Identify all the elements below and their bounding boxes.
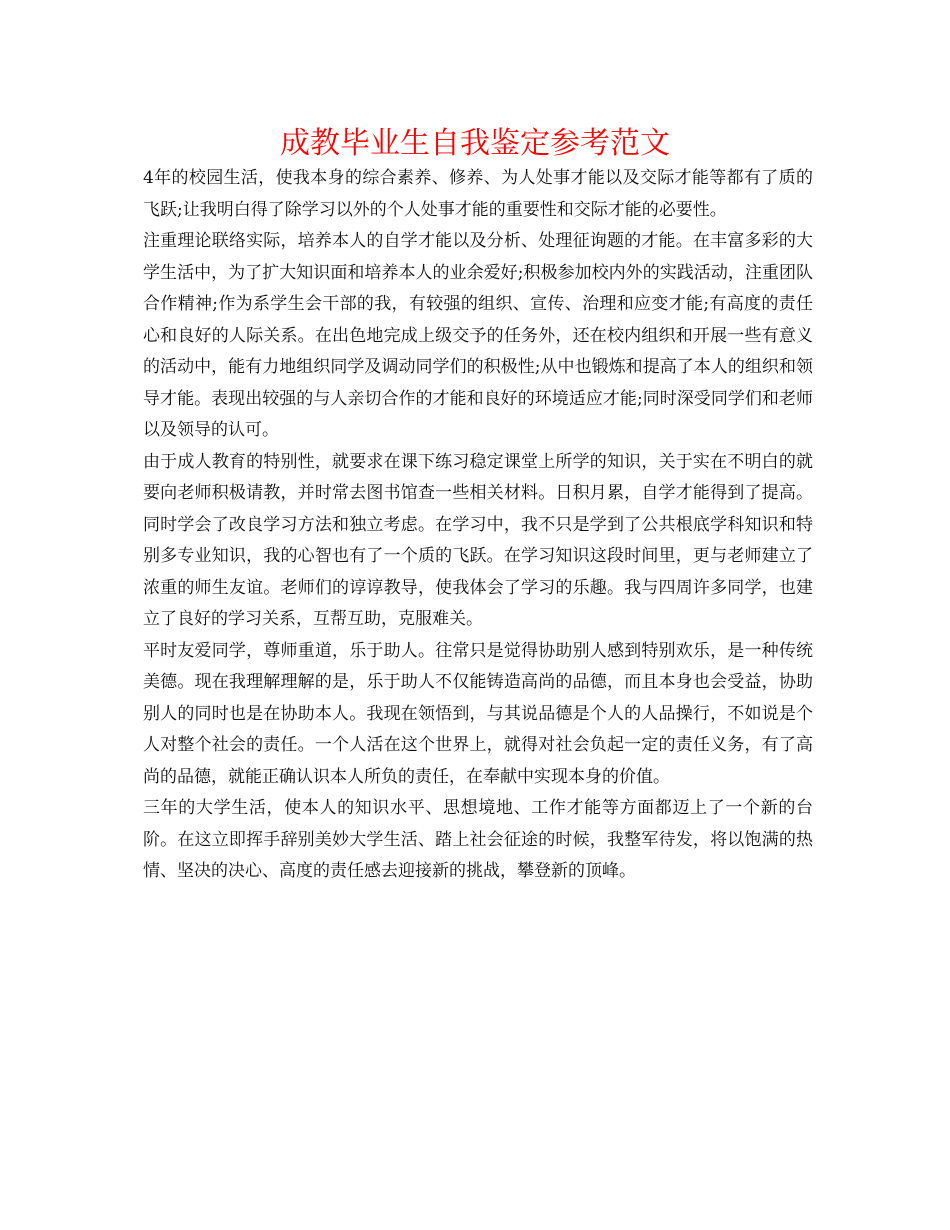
paragraph-3: 由于成人教育的特别性，就要求在课下练习稳定课堂上所学的知识，关于实在不明白的就要向老师积极请教，并时常去图书馆查一些相关材料。日积月累，自学才能得到了提高。同时学会了改良学习方法和独立考虑。在学习中，我不只是学到了公共根底学科知识和特别多专业知识，我的心智也有了一个质的飞跃。在学习知识这段时间里，更与老师建立了浓重的师生友谊。老师们的谆谆教导，使我体会了学习的乐趣。我与四周许多同学，也建立了良好的学习关系，互帮互助，克服难关。 [143,451,813,629]
paragraph-4: 平时友爱同学，尊师重道，乐于助人。往常只是觉得协助别人感到特别欢乐，是一种传统美德。现在我理解理解的是，乐于助人不仅能铸造高尚的品德，而且本身也会受益，协助别人的同时也是在协助本人。我现在领悟到，与其说品德是个人的人品操行，不如说是个人对整个社会的责任。一个人活在这个世界上，就得对社会负起一定的责任义务，有了高尚的品德，就能正确认识本人所负的责任，在奉献中实现本身的价值。 [143,640,813,787]
paragraph-1: 4年的校园生活，使我本身的综合素养、修养、为人处事才能以及交际才能等都有了质的飞跃;让我明白得了除学习以外的个人处事才能的重要性和交际才能的必要性。 [143,168,813,220]
paragraph-5: 三年的大学生活，使本人的知识水平、思想境地、工作才能等方面都迈上了一个新的台阶。在这立即挥手辞别美妙大学生活、踏上社会征途的时候，我整军待发，将以饱满的热情、坚决的决心、高度的责任感去迎接新的挑战，攀登新的顶峰。 [143,798,813,881]
document-title: 成教毕业生自我鉴定参考范文 [280,126,670,161]
document-body [143,163,813,888]
paragraph-2: 注重理论联络实际，培养本人的自学才能以及分析、处理征询题的才能。在丰富多彩的大学生活中，为了扩大知识面和培养本人的业余爱好;积极参加校内外的实践活动，注重团队合作精神;作为系学生会干部的我，有较强的组织、宣传、治理和应变才能;有高度的责任心和良好的人际关系。在出色地完成上级交予的任务外，还在校内组织和开展一些有意义的活动中，能有力地组织同学及调动同学们的积极性;从中也锻炼和提高了本人的组织和领导才能。表现出较强的与人亲切合作的才能和良好的环境适应才能;同时深受同学们和老师以及领导的认可。 [143,231,813,440]
